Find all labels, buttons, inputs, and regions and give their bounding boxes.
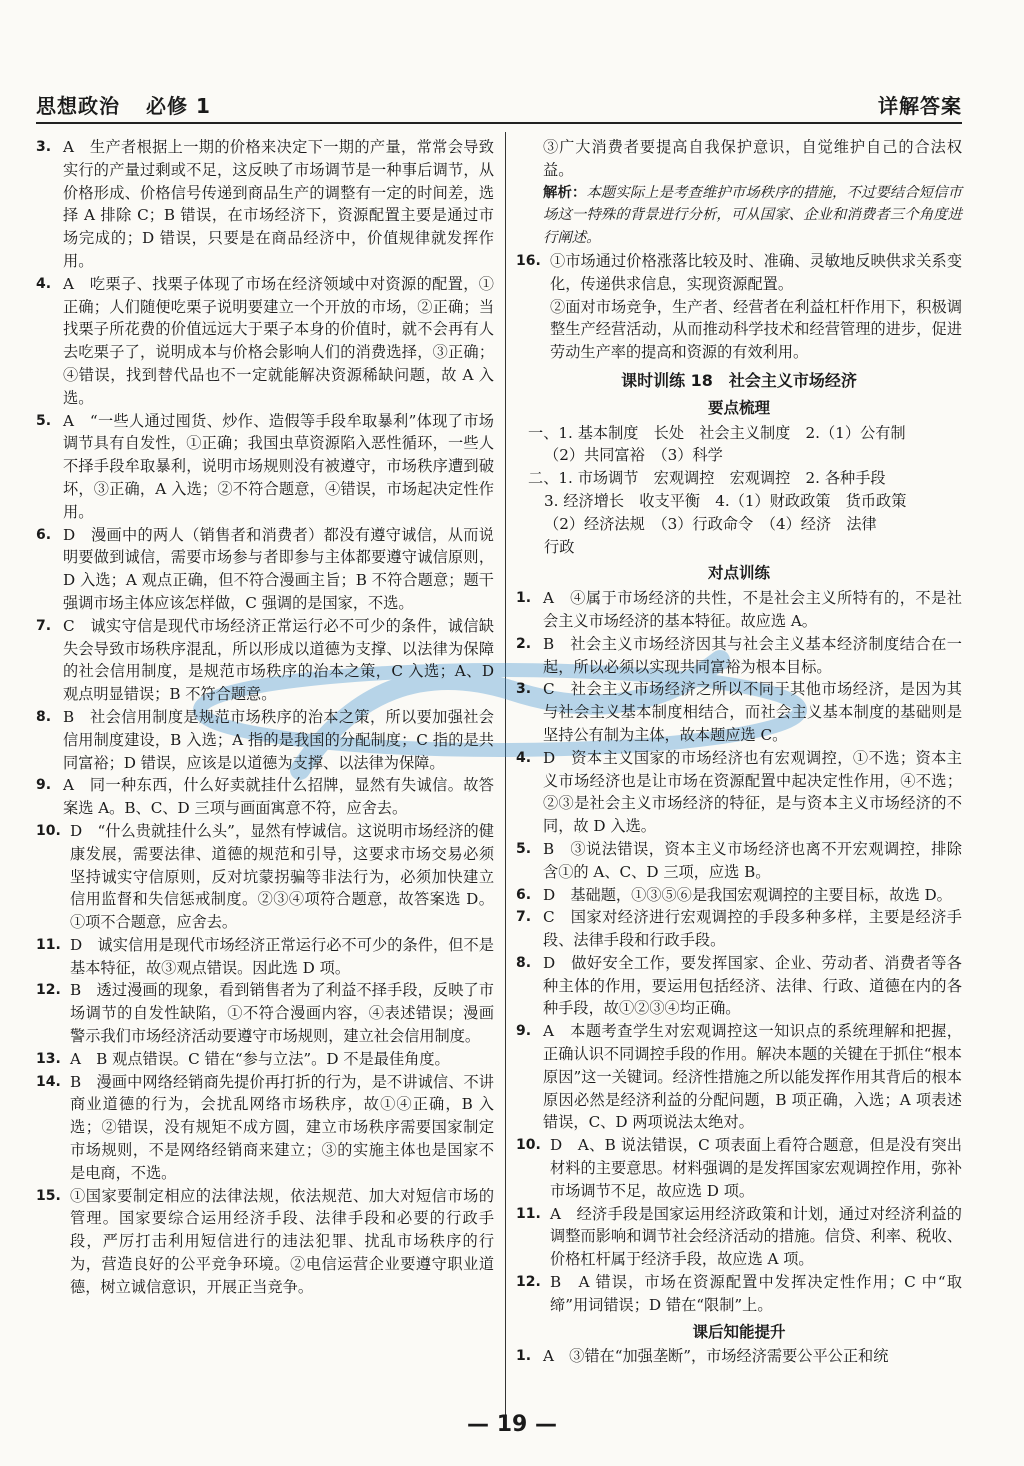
summary-line: （2）共同富裕 （3）科学 xyxy=(544,446,723,465)
answer-item: 5. B ③说法错误，资本主义市场经济也离不开宏观调控，排除含①的 A、C、D 三项，应选 B。 xyxy=(516,839,962,881)
answer-item: 5. A “一些人通过囤货、炒作、造假等手段牟取暴利”体现了市场调节具有自发性，①正确；我国虫草资源陷入恶性循环，一些人不择手段牟取暴利，说明市场规则没有被遵守，市场秩序遭到破坏，③正确，A 入选；②不符合题意，④错误，市场起决定性作用。 xyxy=(36,411,494,521)
lesson-title: 课时训练 18 社会主义市场经济 xyxy=(621,370,857,390)
page-header xyxy=(36,86,962,124)
answer-item: 9. A 本题考查学生对宏观调控这一知识点的系统理解和把握，正确认识不同调控手段的作用。解决本题的关键在于抓住“根本原因”这一关键词。经济性措施之所以能发挥作用其背后的根本原因必然是经济利益的分配问题，B 项正确，入选；A 项表述错误，C、D 两项说法太绝对。 xyxy=(516,1022,962,1132)
summary-line: 二、1. 市场调节 宏观调控 宏观调控 2. 各种手段 xyxy=(528,469,886,488)
answer-item: 10. D A、B 说法错误，C 项表面上看符合题意，但是没有突出材料的主要意思。材料强调的是发挥国家宏观调控作用，弥补市场调节不足，故应选 D 项。 xyxy=(516,1136,962,1200)
answer-item: 16. ①市场通过价格涨落比较及时、准确、灵敏地反映供求关系变化，传递供求信息，实现资源配置。 ②面对市场竞争，生产者、经营者在利益杠杆作用下，积极调整生产经营活动，从而推动科学技术和经营管理的进步，促进劳动生产率的提高和资源的有效利用。 xyxy=(516,251,962,362)
answer-item: 9. A 同一种东西，什么好卖就挂什么招牌，显然有失诚信。故答案选 A。B、C、D 三项与画面寓意不符，应舍去。 xyxy=(36,776,494,818)
answer-continuation: ③广大消费者要提高自我保护意识，自觉维护自己的合法权益。 xyxy=(543,138,962,179)
section-title: 详解答案 xyxy=(878,94,962,118)
answer-item: 8. D 做好安全工作，要发挥国家、企业、劳动者、消费者等各种主体的作用，要运用包括经济、法律、行政、道德在内的各种手段，故①②③④均正确。 xyxy=(516,953,962,1018)
subject-title: 思想政治 xyxy=(36,94,120,118)
answer-item: 10. D “什么贵就挂什么头”，显然有悖诚信。这说明市场经济的健康发展，需要法律、道德的规范和引导，这要求市场交易必须坚持诚实守信原则，反对坑蒙拐骗等非法行为，必须加快建立信用监督和失信惩戒制度。②③④项符合题意，故答案选 D。①项不合题意，应舍去。 xyxy=(36,821,494,932)
answer-item: 2. B 社会主义市场经济因其与社会主义基本经济制度结合在一起，所以必须以实现共同富裕为根本目标。 xyxy=(516,634,962,676)
summary-heading: 要点梳理 xyxy=(707,398,770,417)
answer-item: 14. B 漫画中网络经销商先提价再打折的行为，是不讲诚信、不讲商业道德的行为，会扰乱网络市场秩序，故①④正确，B 入选；②错误，没有规矩不成方圆，建立市场秩序需要国家制定市场规则，不是网络经销商来建立；③的实施主体也是国家不是电商，不选。 xyxy=(36,1072,494,1182)
answer-item: 11. A 经济手段是国家运用经济政策和计划，通过对经济利益的调整而影响和调节社会经济活动的措施。信贷、利率、税收、价格杠杆属于经济手段，故应选 A 项。 xyxy=(516,1204,962,1269)
analysis-note: 解析：本题实际上是考查维护市场秩序的措施，不过要结合短信市场这一特殊的背景进行分析，可从国家、企业和消费者三个角度进行阐述。 xyxy=(543,183,962,247)
volume-title: 必修 1 xyxy=(146,94,211,118)
after-class-heading: 课后知能提升 xyxy=(692,1322,786,1341)
answer-item: 7. C 诚实守信是现代市场经济正常运行必不可少的条件，诚信缺失会导致市场秩序混乱，所以形成以道德为支撑、以法律为保障的社会信用制度，是规范市场秩序的治本之策，C 入选；A、D 观点明显错误；B 不符合题意。 xyxy=(36,616,494,704)
right-column xyxy=(516,136,962,1368)
page-number: — 19 — xyxy=(467,1412,557,1437)
summary-line: 行政 xyxy=(544,537,575,556)
answer-item: 15. ①国家要制定相应的法律法规，依法规范、加大对短信市场的管理。国家要综合运用经济手段、法律手段和必要的行政手段，严厉打击利用短信进行的违法犯罪、扰乱市场秩序的行为，营造良好的公平竞争环境。②电信运营企业要遵守职业道德，树立诚信意识，开展正当竞争。 xyxy=(36,1186,494,1296)
summary-line: 3. 经济增长 收支平衡 4.（1）财政政策 货币政策 xyxy=(544,491,907,510)
answer-item: 6. D 漫画中的两人（销售者和消费者）都没有遵守诚信，从而说明要做到诚信，需要市场参与者即参与主体都要遵守诚信原则，D 入选；A 观点正确，但不符合漫画主旨；B 不符合题意；题干强调市场主体应该怎样做，C 强调的是国家，不选。 xyxy=(36,525,494,612)
book-title xyxy=(36,90,211,119)
summary-line: 一、1. 基本制度 长处 社会主义制度 2.（1）公有制 xyxy=(528,423,906,442)
answer-item: 12. B A 错误，市场在资源配置中发挥决定性作用；C 中“取缔”用词错误；D 错在“限制”上。 xyxy=(516,1273,962,1314)
answer-item: 3. C 社会主义市场经济之所以不同于其他市场经济，是因为其与社会主义基本制度相结合，而社会主义基本制度的基础则是坚持公有制为主体，故本题应选 C。 xyxy=(516,680,962,744)
summary-line: （2）经济法规 （3）行政命令 （4）经济 法律 xyxy=(544,514,877,533)
answer-item: 6. D 基础题，①③⑤⑥是我国宏观调控的主要目标，故选 D。 xyxy=(516,885,952,904)
answer-item: 4. D 资本主义国家的市场经济也有宏观调控，①不选；资本主义市场经济也是让市场在资源配置中起决定性作用，④不选；②③是社会主义市场经济的特征，是与资本主义市场经济的不同，故 D 入选。 xyxy=(516,748,962,836)
answer-item: 12. B 透过漫画的现象，看到销售者为了利益不择手段，反映了市场调节的自发性缺陷，①不符合漫画内容，④表述错误；漫画警示我们市场经济活动要遵守市场规则，建立社会信用制度。 xyxy=(36,981,494,1046)
answer-item: 3. A 生产者根据上一期的价格来决定下一期的产量，常常会导致实行的产量过剩或不足，这反映了市场调节是一种事后调节，从价格形成、价格信号传递到商品生产的调整有一定的时间差，选择 A 排除 C；B 错误，在市场经济下，资源配置主要是通过市场完成的；D 错误，只要是在商品经济中，价值规律就发挥作用。 xyxy=(36,138,494,270)
answer-item: 4. A 吃栗子、找栗子体现了市场在经济领域中对资源的配置，①正确；人们随便吃栗子说明要建立一个开放的市场，②正确；当找栗子所花费的价值远远大于栗子本身的价值时，就不会再有人去吃栗子了，说明成本与价格会影响人们的消费选择，③正确；④错误，找到替代品也不一定就能解决资源稀缺问题，故 A 入选。 xyxy=(36,274,494,407)
answer-item: 1. A ④属于市场经济的共性，不是社会主义所特有的，不是社会主义市场经济的基本特征。故应选 A。 xyxy=(516,589,962,630)
answer-item: 7. C 国家对经济进行宏观调控的手段多种多样，主要是经济手段、法律手段和行政手段。 xyxy=(516,908,962,950)
answer-item: 13. A B 观点错误。C 错在“参与立法”。D 不是最佳角度。 xyxy=(36,1049,450,1068)
column-divider xyxy=(505,132,506,1417)
left-column xyxy=(36,136,494,1299)
practice-heading: 对点训练 xyxy=(707,564,770,583)
answer-item: 11. D 诚实信用是现代市场经济正常运行必不可少的条件，但不是基本特征，故③观点错误。因此选 D 项。 xyxy=(36,935,494,977)
answer-item: 8. B 社会信用制度是规范市场秩序的治本之策，所以要加强社会信用制度建设，B 入选；A 指的是我国的分配制度；C 指的是共同富裕；D 错误，应该是以道德为支撑、以法律为保障。 xyxy=(36,707,494,772)
answer-item: 1. A ③错在“加强垄断”，市场经济需要公平公正和统 xyxy=(516,1347,889,1366)
